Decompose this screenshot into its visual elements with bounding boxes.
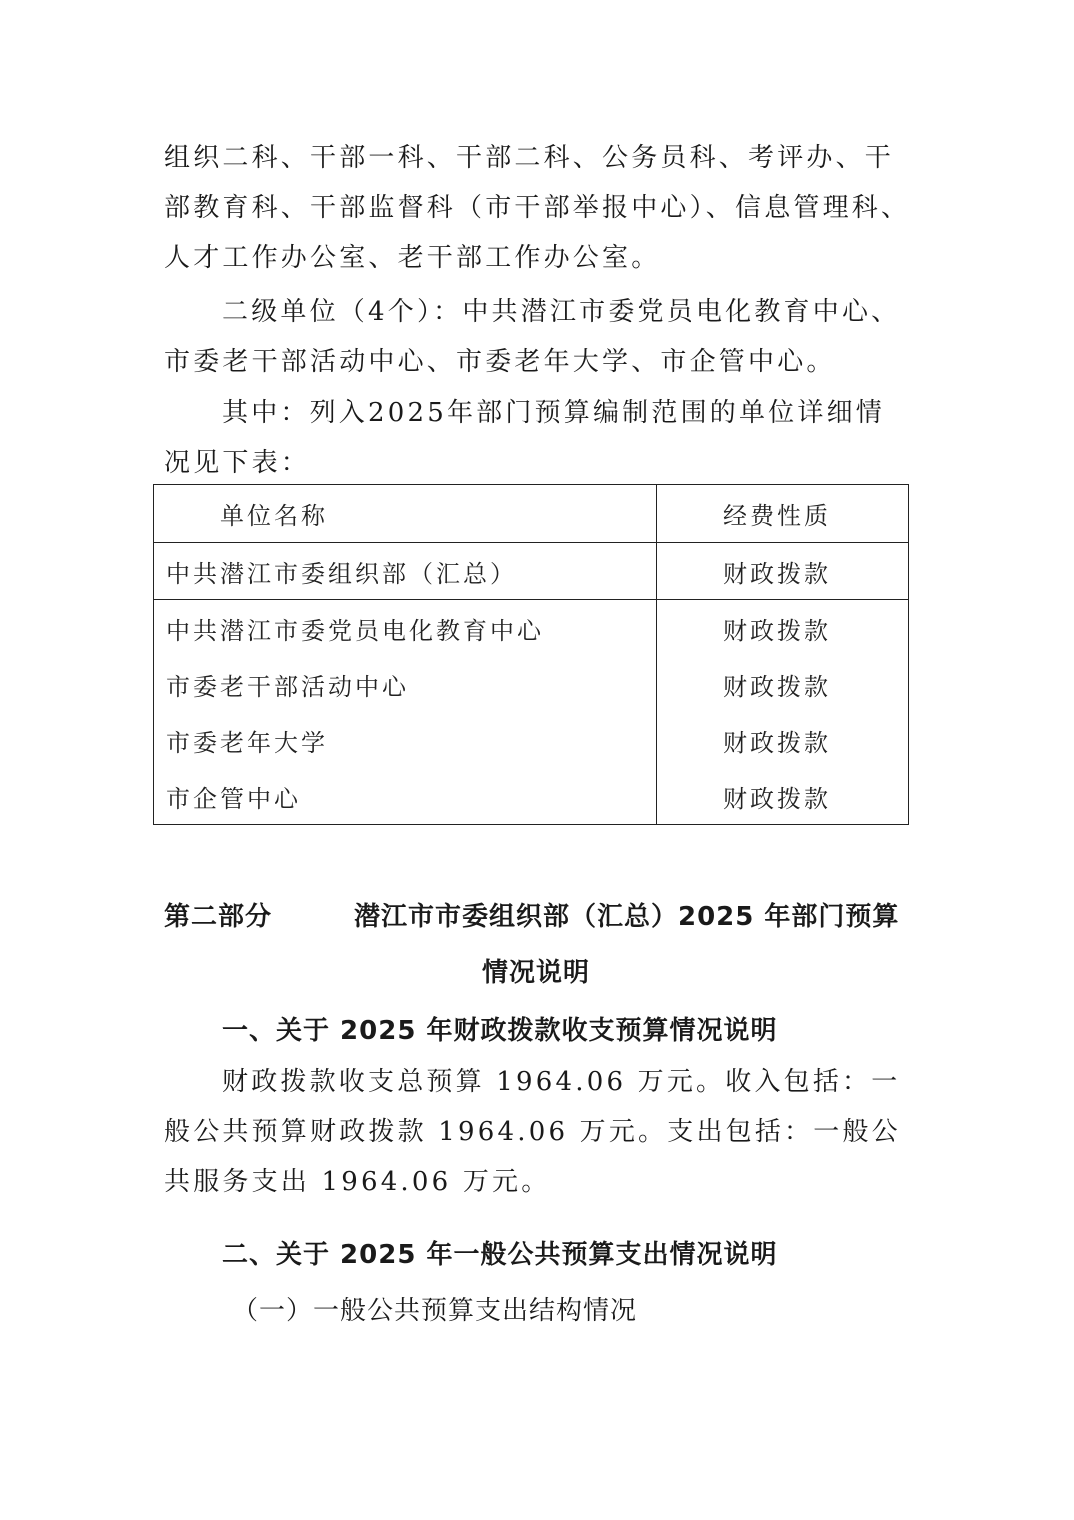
section-two-subheading: （一）一般公共预算支出结构情况 — [232, 1296, 638, 1326]
funding-type-cell: 财政拨款 — [723, 616, 831, 645]
intro-paragraph: 组织二科、干部一科、干部二科、公务员科、考评办、干部教育科、干部监督科（市干部举报中心）、信息管理科、人才工作办公室、老干部工作办公室。 — [164, 143, 911, 273]
unit-name-cell: 市委老干部活动中心 — [154, 656, 657, 712]
funding-type-cell: 财政拨款 — [723, 672, 831, 701]
table-row — [154, 768, 909, 825]
unit-name-cell: 市委老年大学 — [154, 712, 657, 768]
section-one-heading: 一、关于 2025 年财政拨款收支预算情况说明 — [222, 1016, 778, 1046]
section-two-heading: 二、关于 2025 年一般公共预算支出情况说明 — [222, 1240, 778, 1270]
funding-type-cell: 财政拨款 — [723, 728, 831, 757]
section-one-body: 财政拨款收支总预算 1964.06 万元。收入包括：一般公共预算财政拨款 1964.06 万元。支出包括：一般公共服务支出 1964.06 万元。 — [164, 1067, 901, 1197]
funding-type-cell: 财政拨款 — [723, 784, 831, 813]
units-table — [153, 484, 909, 825]
second-level-units-paragraph: 二级单位（4个）：中共潜江市委党员电化教育中心、市委老干部活动中心、市委老年大学、市企管中心。 — [164, 297, 901, 377]
funding-type-cell: 财政拨款 — [657, 543, 909, 600]
header-funding-type: 经费性质 — [657, 485, 909, 543]
part-two-title-line2: 情况说明 — [482, 958, 591, 988]
part-two-label: 第二部分 — [164, 902, 273, 932]
header-unit-name: 单位名称 — [154, 485, 657, 543]
scope-paragraph: 其中：列入2025年部门预算编制范围的单位详细情况见下表： — [164, 398, 885, 478]
unit-name-cell: 中共潜江市委组织部（汇总） — [154, 543, 657, 600]
table-row — [154, 712, 909, 768]
table-summary-row — [154, 543, 909, 600]
table-row — [154, 600, 909, 657]
table-header-row — [154, 485, 909, 543]
unit-name-cell: 市企管中心 — [154, 768, 657, 825]
table-row — [154, 656, 909, 712]
part-two-title-line1: 潜江市市委组织部（汇总）2025 年部门预算 — [354, 902, 900, 932]
unit-name-cell: 中共潜江市委党员电化教育中心 — [154, 600, 657, 657]
